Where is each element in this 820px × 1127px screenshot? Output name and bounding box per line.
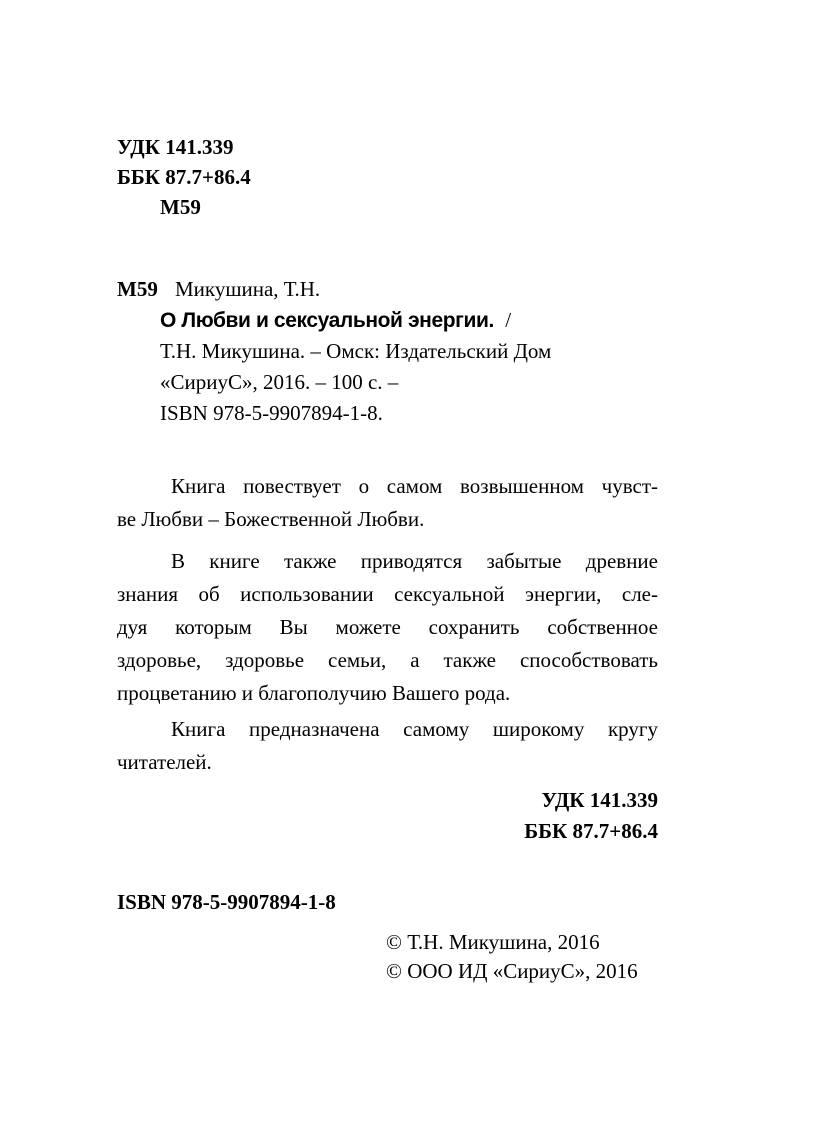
copyright-author: © Т.Н. Микушина, 2016	[386, 930, 600, 954]
abstract-p3-line: читателей.	[117, 750, 212, 774]
abstract-paragraph-1	[117, 470, 658, 536]
abstract-p1-line: ве Любви – Божественной Любви.	[117, 507, 425, 531]
classification-bbk: ББК 87.7+86.4	[524, 819, 658, 843]
isbn: ISBN 978-5-9907894-1-8	[117, 890, 336, 914]
abstract-p2-line: знания об использовании сексуальной энергии, сле-	[117, 582, 658, 606]
classification-udk: УДК 141.339	[541, 788, 658, 812]
header-bbk: ББК 87.7+86.4	[117, 165, 251, 189]
abstract-p3-line: Книга предназначена самому широкому кругу	[171, 717, 658, 741]
biblio-line5: ISBN 978-5-9907894-1-8.	[160, 401, 383, 425]
abstract-p2-line: В книге также приводятся забытые древние	[171, 549, 658, 573]
biblio-mark: М59	[117, 277, 158, 301]
header-author-mark: М59	[160, 195, 201, 219]
biblio-title-line	[160, 305, 511, 336]
header-udk: УДК 141.339	[117, 135, 234, 159]
biblio-slash: /	[505, 308, 512, 332]
classification-block	[524, 785, 658, 847]
abstract-p2-line: здоровье, здоровье семьи, а также способствовать	[117, 648, 658, 672]
biblio-title: О Любви и сексуальной энергии.	[160, 309, 494, 332]
abstract-p2-line: процветанию и благополучию Вашего рода.	[117, 681, 511, 705]
copyright-publisher: © ООО ИД «СириуС», 2016	[386, 959, 638, 983]
biblio-line3: Т.Н. Микушина. – Омск: Издательский Дом	[160, 339, 552, 363]
abstract-p1-line: Книга повествует о самом возвышенном чувст-	[171, 474, 658, 498]
abstract-paragraph-3	[117, 713, 658, 779]
biblio-author: Микушина, Т.Н.	[175, 277, 321, 301]
abstract-paragraph-2	[117, 545, 658, 710]
biblio-line4: «СириуС», 2016. – 100 с. –	[160, 370, 399, 394]
abstract-p2-line: дуя которым Вы можете сохранить собственное	[117, 615, 658, 639]
